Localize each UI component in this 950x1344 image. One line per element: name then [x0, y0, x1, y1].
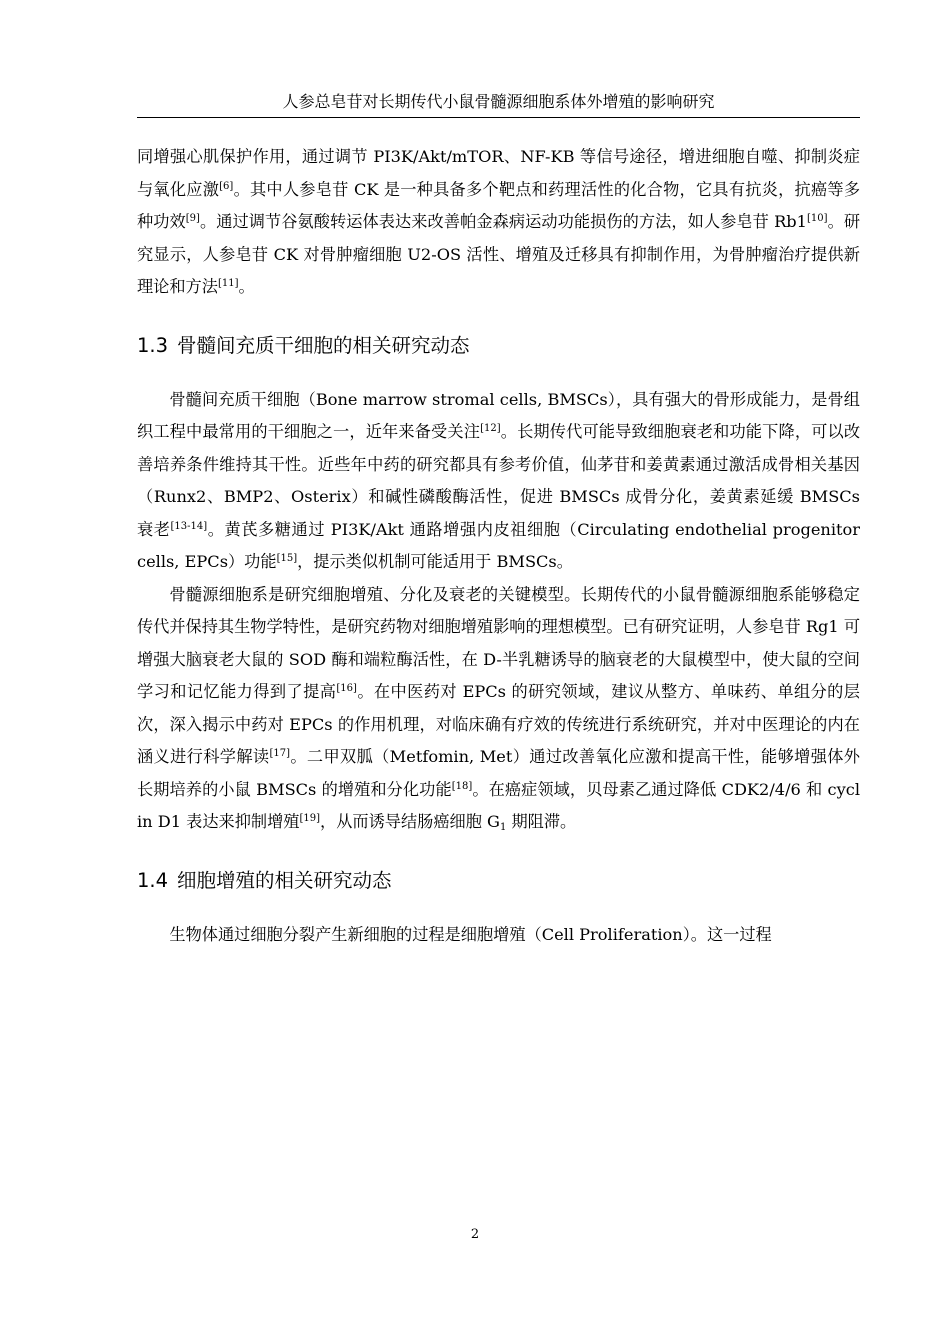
paragraph-continued: 同增强心肌保护作用，通过调节 PI3K/Akt/mTOR、NF-KB 等信号途径，增进细胞自噬、抑制炎症与氧化应激[6]。其中人参皂苷 CK 是一种具备多个靶点和药理活性的化合物，它具有抗炎，抗癌等多种功效[9]。通过调节谷氨酸转运体表达来改善帕金森病运动功能损伤的方法，如人参皂苷 Rb1[10]。研究显示，人参皂苷 CK 对骨肿瘤细胞 U2-OS 活性、增殖及迁移具有抑制作用，为骨肿瘤治疗提供新理论和方法[11]。: [137, 147, 861, 296]
page-number: 2: [470, 1227, 480, 1242]
citation: [19]: [299, 813, 321, 824]
section-number: 1.4: [137, 868, 169, 892]
citation: [9]: [185, 213, 200, 224]
section-title: 骨髓间充质干细胞的相关研究动态: [177, 333, 470, 357]
subscript: 1: [499, 822, 507, 833]
section-heading-1-3: [137, 330, 860, 362]
citation: [11]: [217, 278, 239, 289]
page-body: [137, 141, 860, 951]
citation: [18]: [451, 780, 473, 792]
citation: [6]: [219, 180, 234, 192]
citation: [12]: [480, 423, 501, 434]
section-heading-1-4: [137, 865, 860, 897]
citation: [13-14]: [170, 520, 208, 532]
running-header: 人参总皂苷对长期传代小鼠骨髓源细胞系体外增殖的影响研究: [282, 92, 715, 111]
paragraph-bmscs: 骨髓间充质干细胞（Bone marrow stromal cells, BMSCs），具有强大的骨形成能力，是骨组织工程中最常用的干细胞之一，近年来备受关注[12]。长期传代可能导致细胞衰老和功能下降，可以改善培养条件维持其干性。近些年中药的研究都具有参考价值，仙茅苷和姜黄素通过激活成骨相关基因（Runx2、BMP2、Osterix）和碱性磷酸酶活性，促进 BMSCs 成骨分化，姜黄素延缓 BMSCs 衰老[13-14]。黄芪多糖通过 PI3K/Akt 通路增强内皮祖细胞（Circulating endothelial progenitor cells, EPCs）功能[15]，提示类似机制可能适用于 BMSCs。: [137, 389, 861, 571]
section-number: 1.3: [137, 333, 169, 357]
citation: [16]: [336, 683, 357, 694]
citation: [10]: [806, 213, 828, 224]
paragraph-cell-line: 骨髓源细胞系是研究细胞增殖、分化及衰老的关键模型。长期传代的小鼠骨髓源细胞系能够稳定传代并保持其生物学特性，是研究药物对细胞增殖影响的理想模型。已有研究证明，人参皂苷 Rg1 可增强大脑衰老大鼠的 SOD 酶和端粒酶活性，在 D-半乳糖诱导的脑衰老的大鼠模型中，使大鼠的空间学习和记忆能力得到了提高[16]。在中医药对 EPCs 的研究领域，建议从整方、单味药、单组分的层次，深入揭示中药对 EPCs 的作用机理，对临床确有疗效的传统进行系统研究，并对中医理论的内在涵义进行科学解读[17]。二甲双胍（Metfomin, Met）通过改善氧化应激和提高干性，能够增强体外长期培养的小鼠 BMSCs 的增殖和分化功能[18]。在癌症领域，贝母素乙通过降低 CDK2/4/6 和 cyclin D1 表达来抑制增殖[19]，从而诱导结肠癌细胞 $G_1$ 期阻滞。: [137, 584, 861, 833]
header-rule: [137, 117, 860, 118]
citation: [17]: [269, 748, 290, 759]
citation: [15]: [276, 553, 298, 564]
section-title: 细胞增殖的相关研究动态: [177, 868, 392, 892]
paragraph-proliferation: 生物体通过细胞分裂产生新细胞的过程是细胞增殖（Cell Proliferation）。这一过程: [169, 924, 772, 944]
